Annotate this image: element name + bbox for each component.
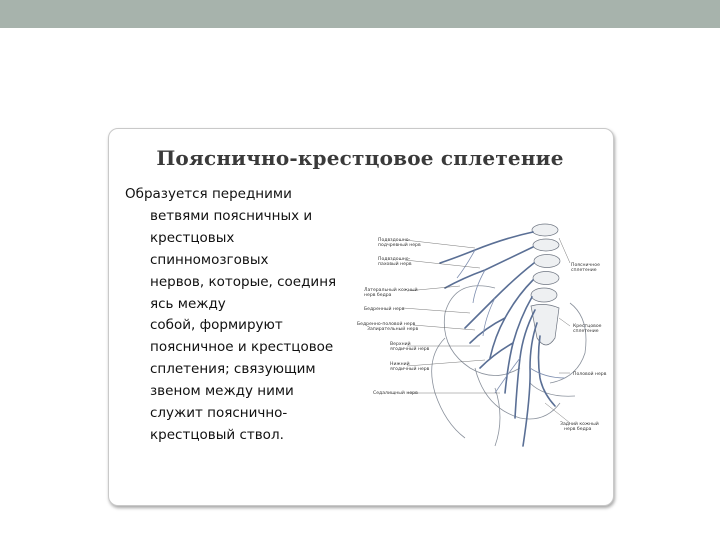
body-line: служит пояснично- — [150, 405, 288, 422]
label-pudendal-nerve — [573, 372, 606, 377]
body-line: спинномозговых — [150, 251, 269, 268]
label-inferior-gluteal-nerve — [390, 362, 429, 373]
label-text: паховый нерв — [378, 262, 412, 268]
body-line: поясничное и крестцовое — [150, 339, 334, 356]
label-lumbar-plexus — [571, 263, 600, 274]
body-line: нервов, которые, соединя — [150, 273, 337, 290]
label-text: Половой нерв — [573, 372, 607, 377]
label-text: сплетение — [573, 329, 599, 335]
label-text: ягодичный нерв — [390, 347, 430, 353]
label-text: Подвздошно- — [378, 238, 411, 243]
label-text: Верхний — [390, 342, 411, 347]
label-text: ягодичный нерв — [390, 367, 430, 373]
label-femoral-nerve — [364, 307, 404, 312]
label-lateral-cutaneous-nerve — [364, 288, 418, 299]
label-iliohypogastric-nerve — [378, 238, 421, 249]
label-text: Седалищный нерв — [373, 391, 418, 396]
label-text: Подвздошно- — [378, 257, 411, 262]
body-line: крестцовых — [150, 229, 235, 246]
top-bar — [0, 0, 720, 28]
body-line: крестцовый ствол. — [150, 426, 284, 443]
label-sacral-plexus — [573, 324, 602, 335]
body-text — [125, 184, 350, 447]
slide-title: Пояснично-крестцовое сплетение — [156, 146, 564, 170]
body-line: ветвями поясничных и — [150, 207, 313, 224]
body-line: сплетения; связующим — [150, 361, 316, 378]
label-text: Нижний — [390, 362, 410, 367]
label-text: Задний кожный — [560, 422, 599, 427]
label-text: Крестцовое — [573, 324, 602, 329]
label-text: Бедренный нерв — [364, 307, 405, 312]
label-ilioinguinal-nerve — [378, 257, 412, 268]
label-posterior-cutaneous-nerve — [560, 422, 599, 433]
label-text: Бедренно-половой нерв — [357, 322, 416, 327]
label-text: нерв бедра — [564, 427, 592, 433]
label-text: сплетение — [571, 268, 597, 274]
body-line: Образуется передними — [125, 186, 292, 202]
body-line: собой, формируют — [150, 317, 283, 334]
body-line: звеном между ними — [150, 383, 294, 400]
label-text: Латеральный кожный — [364, 288, 418, 293]
body-line: ясь между — [150, 295, 226, 312]
label-text: Запирательный нерв — [367, 327, 419, 333]
label-superior-gluteal-nerve — [390, 342, 429, 353]
label-text: Поясничное — [571, 263, 600, 268]
label-genitofemoral-obturator-nerve — [357, 322, 418, 333]
label-text: подчревный нерв — [378, 243, 421, 249]
label-sciatic-nerve — [373, 391, 418, 396]
label-text: нерв бедра — [364, 293, 392, 299]
